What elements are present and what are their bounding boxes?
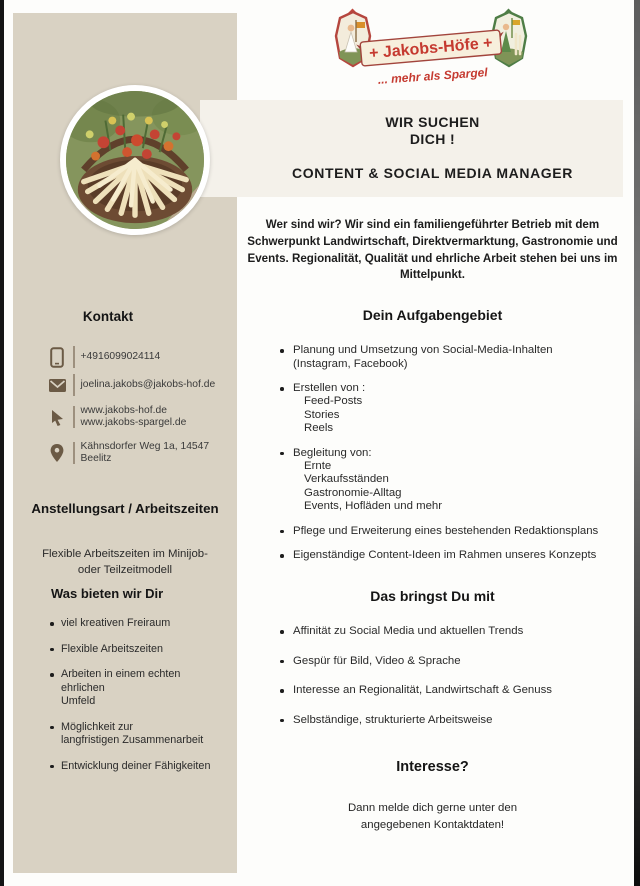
task-item bbox=[293, 382, 614, 436]
employment-line1: Flexible Arbeitszeiten im Minijob- bbox=[42, 548, 208, 560]
task-item-text: Begleitung von: Ernte Verkaufsständen Gastronomie-Alltag Events, Hofläden und mehr bbox=[293, 446, 443, 513]
task-item-text: Pflege und Erweiterung eines bestehenden Redaktionsplans bbox=[293, 524, 599, 537]
task-item bbox=[293, 549, 614, 562]
skills-list bbox=[237, 625, 628, 727]
skills-title: Das bringst Du mit bbox=[370, 588, 495, 605]
skill-item bbox=[293, 684, 614, 697]
contact-address2: Beelitz bbox=[80, 453, 112, 464]
offer-title: Was bieten wir Dir bbox=[51, 586, 164, 601]
offer-item bbox=[61, 721, 225, 748]
contact-phone: +4916099024114 bbox=[80, 350, 161, 362]
left-border bbox=[0, 0, 4, 886]
headline-line1: WIR SUCHEN bbox=[385, 114, 480, 130]
interest-title: Interesse? bbox=[396, 759, 469, 776]
contact-address bbox=[81, 441, 210, 466]
bullet-icon bbox=[280, 349, 284, 353]
bullet-icon bbox=[280, 630, 284, 634]
offer-item bbox=[61, 617, 225, 631]
skill-item bbox=[293, 714, 614, 727]
offer-item bbox=[61, 668, 225, 709]
bullet-icon bbox=[50, 726, 54, 730]
contact-email: joelina.jakobs@jakobs-hof.de bbox=[80, 378, 216, 390]
map-pin-icon bbox=[47, 444, 67, 462]
bullet-icon bbox=[280, 554, 284, 558]
offer-item-text: Möglichkeit zur langfristigen Zusammenarbeit bbox=[61, 720, 204, 746]
skill-item-text: Selbständige, strukturierte Arbeitsweise bbox=[293, 713, 493, 726]
offer-item bbox=[61, 760, 225, 774]
contact-divider bbox=[73, 442, 75, 464]
phone-icon bbox=[47, 347, 67, 368]
task-item-text: Eigenständige Content-Ideen im Rahmen unseres Konzepts bbox=[293, 549, 597, 562]
offer-item-text: viel kreativen Freiraum bbox=[61, 617, 171, 629]
job-title: CONTENT & SOCIAL MEDIA MANAGER bbox=[292, 165, 573, 181]
logo-title: + Jakobs-Höfe + bbox=[368, 34, 494, 63]
mail-icon bbox=[47, 379, 67, 392]
sidebar-content bbox=[13, 13, 237, 785]
bullet-icon bbox=[280, 530, 284, 534]
closing-text bbox=[237, 800, 628, 834]
cursor-icon bbox=[47, 409, 67, 426]
offer-item bbox=[61, 643, 225, 657]
bullet-icon bbox=[280, 719, 284, 723]
contact-address1: Kähnsdorfer Weg 1a, 14547 bbox=[80, 440, 210, 452]
contact-title: Kontakt bbox=[82, 309, 134, 324]
headline-block bbox=[237, 114, 628, 181]
bullet-icon bbox=[280, 689, 284, 693]
contact-block bbox=[13, 345, 237, 469]
skill-item bbox=[293, 625, 614, 638]
task-item bbox=[293, 447, 614, 514]
skill-item-text: Gespür für Bild, Video & Sprache bbox=[293, 654, 461, 667]
bullet-icon bbox=[280, 452, 284, 456]
contact-web-row bbox=[47, 401, 237, 433]
offer-item-text: Arbeiten in einem echten ehrlichen Umfeld bbox=[61, 668, 181, 707]
right-border bbox=[634, 0, 640, 886]
tasks-title: Dein Aufgabengebiet bbox=[362, 307, 503, 324]
headline-line2: DICH ! bbox=[409, 131, 456, 147]
bullet-icon bbox=[280, 387, 284, 391]
contact-divider bbox=[73, 406, 75, 428]
offer-item-text: Flexible Arbeitszeiten bbox=[61, 642, 164, 655]
bullet-icon bbox=[50, 648, 54, 652]
bullet-icon bbox=[280, 660, 284, 664]
task-item-text: Planung und Umsetzung von Social-Media-Inhalten (Instagram, Facebook) bbox=[293, 344, 553, 370]
bullet-icon bbox=[50, 622, 54, 626]
offer-list bbox=[13, 617, 237, 773]
logo-ribbon bbox=[356, 30, 506, 67]
skill-item bbox=[293, 655, 614, 668]
employment-title: Anstellungsart / Arbeitszeiten bbox=[31, 501, 219, 516]
contact-divider bbox=[73, 346, 75, 368]
contact-web1: www.jakobs-hof.de bbox=[80, 404, 167, 416]
contact-address-row bbox=[47, 437, 237, 469]
bullet-icon bbox=[50, 673, 54, 677]
tasks-list bbox=[237, 344, 628, 562]
skill-item-text: Affinität zu Social Media und aktuellen Trends bbox=[293, 625, 524, 638]
contact-phone-row bbox=[47, 345, 237, 369]
employment-line2: oder Teilzeitmodell bbox=[77, 564, 173, 576]
jakobs-hoefe-logo bbox=[333, 8, 529, 92]
main-content bbox=[237, 213, 628, 834]
contact-divider bbox=[73, 374, 75, 396]
contact-web bbox=[81, 405, 187, 430]
closing-line2: angegebenen Kontaktdaten! bbox=[360, 819, 505, 832]
skill-item-text: Interesse an Regionalität, Landwirtschaft & Genuss bbox=[293, 684, 552, 697]
contact-web2: www.jakobs-spargel.de bbox=[80, 417, 187, 428]
contact-email-row bbox=[47, 373, 237, 397]
task-item bbox=[293, 525, 614, 538]
logo-tagline: ... mehr als Spargel bbox=[377, 65, 489, 87]
employment-text bbox=[13, 546, 237, 578]
task-item bbox=[293, 344, 614, 371]
task-item-text: Erstellen von : Feed-Posts Stories Reels bbox=[293, 382, 366, 435]
offer-item-text: Entwicklung deiner Fähigkeiten bbox=[61, 759, 211, 772]
bullet-icon bbox=[50, 765, 54, 769]
intro-paragraph: Wer sind wir? Wir sind ein familiengeführter Betrieb mit dem Schwerpunkt Landwirtschaft, Direktvermarktung, Gastronomie und Events. Regionalität, Qualität und ehrliche Arbeit stehen bei uns im Mittelpunkt. bbox=[247, 218, 618, 282]
closing-line1: Dann melde dich gerne unter den bbox=[347, 802, 518, 815]
